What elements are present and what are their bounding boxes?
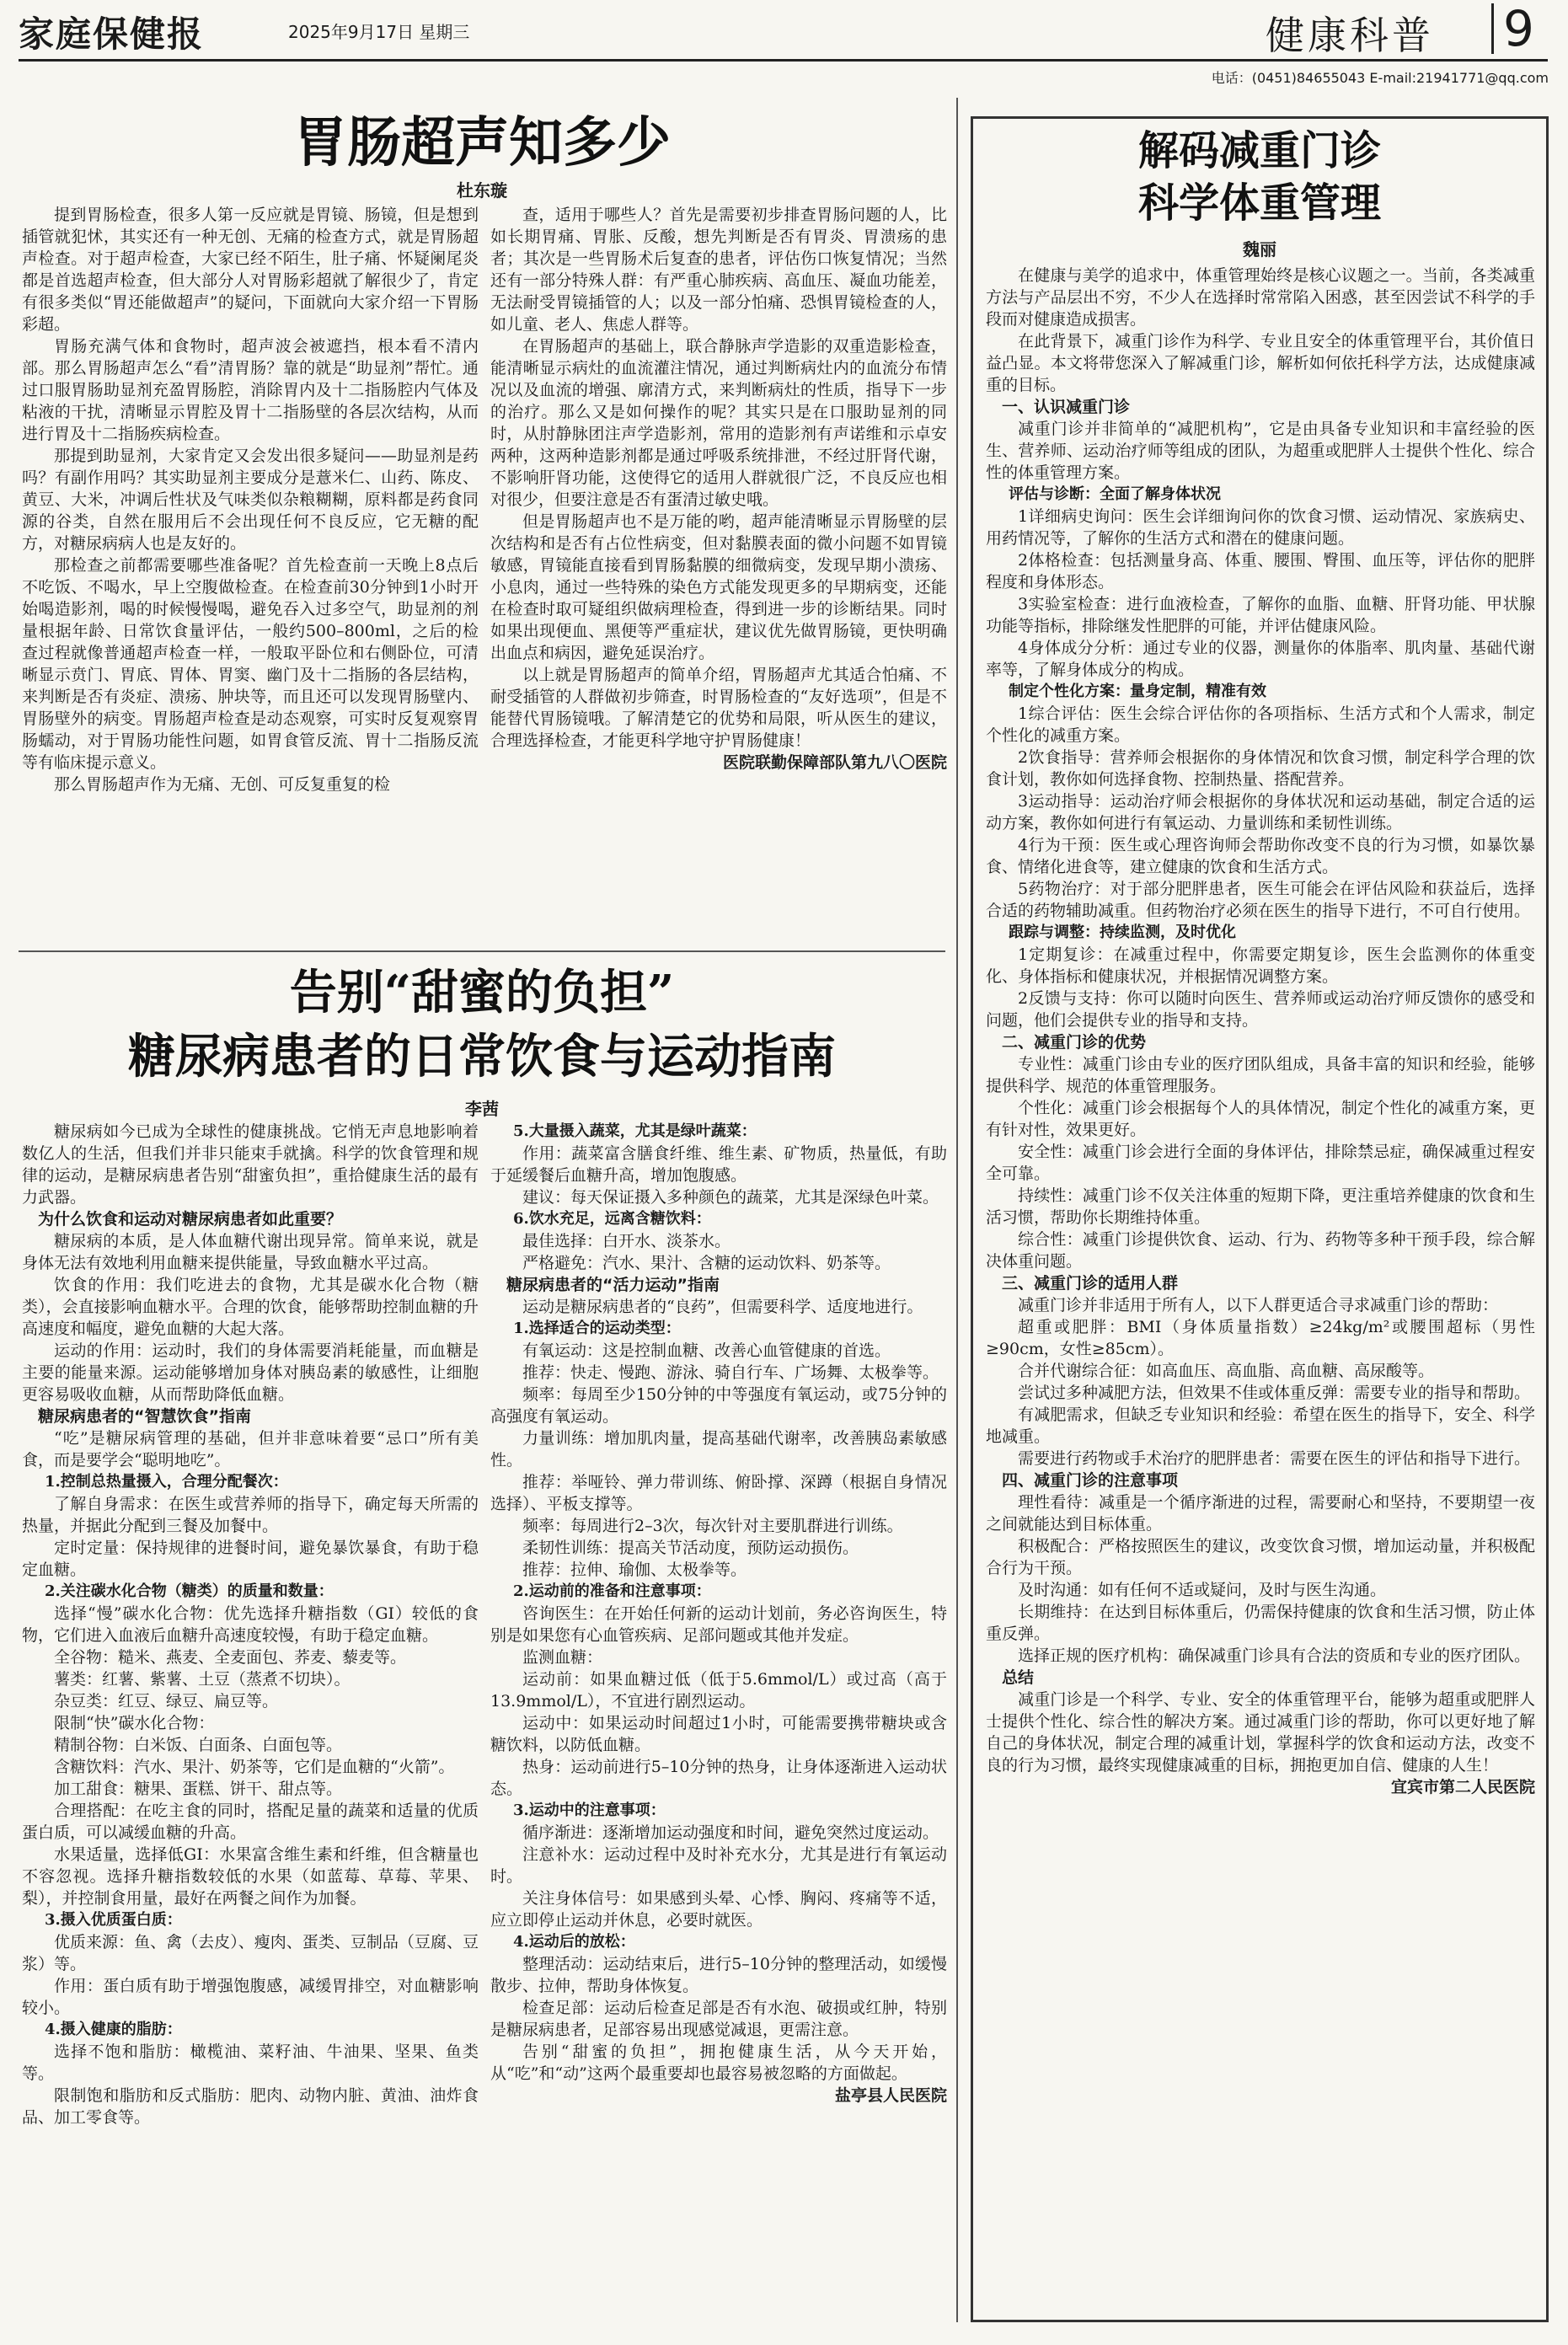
article3-title-line2: 科学体重管理 xyxy=(1137,179,1381,227)
paragraph: 循序渐进：逐渐增加运动强度和时间，避免突然过度运动。 xyxy=(522,1823,939,1842)
paragraph: 查，适用于哪些人？首先是需要初步排查胃肠问题的人，比如长期胃痛、胃胀、反酸，想先判断是否有胃炎、胃溃疡的患者；其次是一些胃肠术后复查的患者，评估伤口恢复情况；当然还有一部分特殊人群：有严重心肺疾病、高血压、凝血功能差，无法耐受胃镜插管的人；以及一部分怕痛、恐惧胃镜检查的人，如儿童、老人、焦虑人群等。 xyxy=(490,206,947,334)
paragraph: “吃”是糖尿病管理的基础，但并非意味着要“忌口”所有美食，而是要学会“聪明地吃”。 xyxy=(22,1429,479,1470)
contact-line: 电话：(0451)84655043 E-mail:21941771@qq.com xyxy=(1211,70,1549,86)
article3-title xyxy=(977,125,1542,229)
paragraph: 及时沟通：如有任何不适或疑问，及时与医生沟通。 xyxy=(1018,1581,1387,1599)
paragraph: 胃肠充满气体和食物时，超声波会被遮挡，根本看不清内部。那么胃肠超声怎么“看”清胃肠？靠的就是“助显剂”帮忙。通过口服胃肠助显剂充盈胃肠腔，消除胃内及十二指肠腔内气体及粘液的干扰，清晰显示胃腔及胃十二指肠壁的各层次结构，从而进行胃及十二指肠疾病检查。 xyxy=(22,337,479,443)
paragraph: 加工甜食：糖果、蛋糕、饼干、甜点等。 xyxy=(54,1780,343,1798)
paragraph: 选择不饱和脂肪：橄榄油、菜籽油、牛油果、坚果、鱼类等。 xyxy=(22,2043,479,2083)
paragraph: 减重门诊并非简单的“减肥机构”，它是由具备专业知识和丰富经验的医生、营养师、运动治疗师等组成的团队，为超重或肥胖人士提供个性化、综合性的体重管理方案。 xyxy=(986,420,1535,482)
issue-date: 2025年9月17日 星期三 xyxy=(288,22,470,42)
paragraph: 频率：每周进行2–3次，每次针对主要肌群进行训练。 xyxy=(522,1517,903,1535)
paragraph: 运动前：如果血糖过低（低于5.6mmol/L）或过高（高于13.9mmol/L），不宜进行剧烈运动。 xyxy=(490,1670,947,1711)
article-divider xyxy=(19,950,945,952)
paragraph: 作用：蔬菜富含膳食纤维、维生素、矿物质，热量低，有助于延缓餐后血糖升高，增加饱腹感。 xyxy=(490,1144,947,1185)
paragraph: 那检查之前都需要哪些准备呢？首先检查前一天晚上8点后不吃饭、不喝水，早上空腹做检查。在检查前30分钟到1小时开始喝造影剂，喝的时候慢慢喝，避免吞入过多空气，助显剂的剂量根据年龄、日常饮食量评估，一般约500–800ml，之后的检查过程就像普通超声检查一样，一般取平卧位和右侧卧位，可清晰显示贲门、胃底、胃体、胃窦、幽门及十二指肠的各层结构，来判断是否有炎症、溃疡、肿块等，而且还可以发现胃肠壁内、胃肠壁外的病变。胃肠超声检查是动态观察，可实时反复观察胃肠蠕动，对于胃肠功能性问题，如胃食管反流、胃十二指肠反流等有临床提示意义。 xyxy=(22,556,479,772)
paragraph: 尝试过多种减肥方法，但效果不佳或体重反弹：需要专业的指导和帮助。 xyxy=(1018,1384,1531,1402)
paragraph: 积极配合：严格按照医生的建议，改变饮食习惯，增加运动量，并积极配合行为干预。 xyxy=(986,1537,1535,1577)
signature: 宜宾市第二人民医院 xyxy=(1390,1778,1535,1796)
subheading: 糖尿病患者的“活力运动”指南 xyxy=(506,1276,720,1294)
paragraph: 在健康与美学的追求中，体重管理始终是核心议题之一。当前，各类减重方法与产品层出不穷，不少人在选择时常常陷入困惑，甚至因尝试不科学的手段而对健康造成损害。 xyxy=(986,266,1535,329)
article3-body xyxy=(986,265,1535,2317)
column-divider xyxy=(956,98,958,2322)
subheading: 跟踪与调整：持续监测，及时优化 xyxy=(1009,924,1236,941)
subheading: 制定个性化方案：量身定制，精准有效 xyxy=(1009,683,1266,700)
paragraph: 告别“甜蜜的负担”，拥抱健康生活，从今天开始，从“吃”和“动”这两个最重要却也最容易被忽略的方面做起。 xyxy=(490,2043,947,2083)
paragraph: 2饮食指导：营养师会根据你的身体情况和饮食习惯，制定科学合理的饮食计划，教你如何选择食物、控制热量、搭配营养。 xyxy=(986,748,1535,789)
subheading: 2.运动前的准备和注意事项： xyxy=(513,1582,711,1600)
paragraph: 含糖饮料：汽水、果汁、奶茶等，它们是血糖的“火箭”。 xyxy=(54,1758,455,1776)
paragraph: 优质来源：鱼、禽（去皮）、瘦肉、蛋类、豆制品（豆腐、豆浆）等。 xyxy=(22,1933,479,1973)
paragraph: 减重门诊是一个科学、专业、安全的体重管理平台，能够为超重或肥胖人士提供个性化、综合性的解决方案。通过减重门诊的帮助，你可以更好地了解自己的身体状况，制定合理的减重计划，掌握科学的饮食和运动方法，改变不良的行为习惯，最终实现健康减重的目标，拥抱更加自信、健康的人生！ xyxy=(986,1690,1535,1775)
subheading: 1.选择适合的运动类型： xyxy=(513,1320,681,1337)
subheading: 三、减重门诊的适用人群 xyxy=(1002,1274,1179,1293)
subheading: 一、认识减重门诊 xyxy=(1002,398,1131,416)
article3-author: 魏丽 xyxy=(1243,239,1276,260)
paragraph: 个性化：减重门诊会根据每个人的具体情况，制定个性化的减重方案，更有针对性，效果更好。 xyxy=(986,1099,1535,1139)
paragraph: 以上就是胃肠超声的简单介绍，胃肠超声尤其适合怕痛、不耐受插管的人群做初步筛查，时胃肠检查的“友好选项”，但是不能替代胃肠镜哦。了解清楚它的优势和局限，听从医生的建议，合理选择检查，才能更科学地守护胃肠健康！ xyxy=(490,666,947,750)
paragraph: 1定期复诊：在减重过程中，你需要定期复诊，医生会监测你的体重变化、身体指标和健康状况，并根据情况调整方案。 xyxy=(986,945,1535,986)
signature: 盐亭县人民医院 xyxy=(834,2086,947,2105)
paragraph: 选择正规的医疗机构：确保减重门诊具有合法的资质和专业的医疗团队。 xyxy=(1018,1646,1531,1665)
paragraph: 限制“快”碳水化合物： xyxy=(54,1714,215,1732)
article2-title xyxy=(19,961,945,1089)
paragraph: 柔韧性训练：提高关节活动度，预防运动损伤。 xyxy=(522,1539,859,1557)
paragraph: 检查足部：运动后检查足部是否有水泡、破损或红肿，特别是糖尿病患者，足部容易出现感觉减退，更需注意。 xyxy=(490,1999,947,2039)
paragraph: 3实验室检查：进行血液检查，了解你的血脂、血糖、肝肾功能、甲状腺功能等指标，排除继发性肥胖的可能，并评估健康风险。 xyxy=(986,595,1535,635)
subheading: 四、减重门诊的注意事项 xyxy=(1002,1471,1179,1490)
paragraph: 作用：蛋白质有助于增强饱腹感，减缓胃排空，对血糖影响较小。 xyxy=(22,1977,479,2017)
article3-title-line1: 解码减重门诊 xyxy=(1137,127,1381,174)
paragraph: 1详细病史询问：医生会详细询问你的饮食习惯、运动情况、家族病史、用药情况等，了解你的生活方式和潜在的健康问题。 xyxy=(986,507,1535,548)
paragraph: 整理活动：运动结束后，进行5–10分钟的整理活动，如缓慢散步、拉伸，帮助身体恢复。 xyxy=(490,1955,947,1995)
paragraph: 注意补水：运动过程中及时补充水分，尤其是进行有氧运动时。 xyxy=(490,1845,947,1886)
subheading: 为什么饮食和运动对糖尿病患者如此重要？ xyxy=(38,1210,343,1229)
paragraph: 1综合评估：医生会综合评估你的各项指标、生活方式和个人需求，制定个性化的减重方案。 xyxy=(986,704,1535,745)
subheading: 二、减重门诊的优势 xyxy=(1002,1033,1147,1052)
paragraph: 持续性：减重门诊不仅关注体重的短期下降，更注重培养健康的饮食和生活习惯，帮助你长期维持体重。 xyxy=(986,1186,1535,1227)
paragraph: 运动的作用：运动时，我们的身体需要消耗能量，而血糖是主要的能量来源。运动能够增加身体对胰岛素的敏感性，让细胞更容易吸收血糖，从而帮助降低血糖。 xyxy=(22,1341,479,1404)
paragraph: 专业性：减重门诊由专业的医疗团队组成，具备丰富的知识和经验，能够提供科学、规范的体重管理服务。 xyxy=(986,1055,1535,1095)
article2-title-line1: 告别“甜蜜的负担” xyxy=(289,965,675,1020)
subheading: 5.大量摄入蔬菜，尤其是绿叶蔬菜： xyxy=(513,1122,757,1140)
paragraph: 4身体成分分析：通过专业的仪器，测量你的体脂率、肌肉量、基础代谢率等，了解身体成分的构成。 xyxy=(986,639,1535,679)
paragraph: 糖尿病如今已成为全球性的健康挑战。它悄无声息地影响着数亿人的生活，但我们并非只能束手就擒。科学的饮食管理和规律的运动，是糖尿病患者告别“甜蜜负担”，重拾健康生活的最有力武器。 xyxy=(22,1122,479,1207)
paragraph: 运动是糖尿病患者的“良药”，但需要科学、适度地进行。 xyxy=(522,1298,923,1316)
paragraph: 合并代谢综合征：如高血压、高血脂、高血糖、高尿酸等。 xyxy=(1018,1362,1435,1380)
paragraph: 长期维持：在达到目标体重后，仍需保持健康的饮食和生活习惯，防止体重反弹。 xyxy=(986,1603,1535,1643)
paragraph: 3运动指导：运动治疗师会根据你的身体状况和运动基础，制定合适的运动方案，教你如何进行有氧运动、力量训练和柔韧性训练。 xyxy=(986,792,1535,833)
paragraph: 2体格检查：包括测量身高、体重、腰围、臀围、血压等，评估你的肥胖程度和身体形态。 xyxy=(986,551,1535,592)
subheading: 3.摄入优质蛋白质： xyxy=(45,1911,182,1929)
paragraph: 那提到助显剂，大家肯定又会发出很多疑问——助显剂是药吗？有副作用吗？其实助显剂主要成分是薏米仁、山药、陈皮、黄豆、大米，冲调后性状及气味类似杂粮糊糊，原料都是药食同源的谷类，自然在服用后不会出现任何不良反应，它无糖的配方，对糖尿病病人也是友好的。 xyxy=(22,447,479,553)
masthead-rule xyxy=(19,59,1548,62)
paragraph: 安全性：减重门诊会进行全面的身体评估，排除禁忌症，确保减重过程安全可靠。 xyxy=(986,1143,1535,1183)
article1-title: 胃肠超声知多少 xyxy=(293,111,671,174)
page-number: 9 xyxy=(1503,0,1534,57)
paragraph: 但是胃肠超声也不是万能的哟，超声能清晰显示胃肠壁的层次结构和是否有占位性病变，但对黏膜表面的微小问题不如胃镜敏感，胃镜能直接看到胃肠黏膜的细微病变，发现早期小溃疡、小息肉，通过一些特殊的染色方式能发现更多的早期病变，还能在检查时取可疑组织做病理检查，得到进一步的诊断结果。同时如果出现便血、黑便等严重症状，建议优先做胃肠镜，更快明确出血点和病因，避免延误治疗。 xyxy=(490,512,947,662)
paragraph: 需要进行药物或手术治疗的肥胖患者：需要在医生的评估和指导下进行。 xyxy=(1018,1449,1531,1468)
paragraph: 那么胃肠超声作为无痛、无创、可反复重复的检 xyxy=(54,775,391,794)
paragraph: 推荐：拉伸、瑜伽、太极拳等。 xyxy=(522,1561,747,1579)
paragraph: 糖尿病的本质，是人体血糖代谢出现异常。简单来说，就是身体无法有效地利用血糖来提供能量，导致血糖水平过高。 xyxy=(22,1232,479,1272)
paragraph: 水果适量，选择低GI：水果富含维生素和纤维，但含糖量也不容忽视。选择升糖指数较低的水果（如蓝莓、草莓、苹果、梨），并控制食用量，最好在两餐之间作为加餐。 xyxy=(22,1845,479,1908)
subheading: 1.控制总热量摄入，合理分配餐次： xyxy=(45,1473,288,1491)
paragraph: 严格避免：汽水、果汁、含糖的运动饮料、奶茶等。 xyxy=(522,1254,891,1272)
article1-author: 杜东璇 xyxy=(457,180,507,201)
subheading: 总结 xyxy=(1002,1668,1035,1687)
paragraph: 推荐：举哑铃、弹力带训练、俯卧撑、深蹲（根据自身情况选择）、平板支撑等。 xyxy=(490,1473,947,1513)
paragraph: 提到胃肠检查，很多人第一反应就是胃镜、肠镜，但是想到插管就犯怵，其实还有一种无创、无痛的检查方式，就是胃肠超声检查。对于超声检查，大家已经不陌生，肚子痛、怀疑阑尾炎都是首选超声检查，但大部分人对胃肠彩超就了解很少了，肯定有很多类似“胃还能做超声”的疑问，下面就向大家介绍一下胃肠彩超。 xyxy=(22,206,479,334)
paragraph: 运动中：如果运动时间超过1小时，可能需要携带糖块或含糖饮料，以防低血糖。 xyxy=(490,1714,947,1754)
paragraph: 在胃肠超声的基础上，联合静脉声学造影的双重造影检查，能清晰显示病灶的血流灌注情况，通过判断病灶内的血流分布情况以及血流的增强、廓清方式，来判断病灶的性质，指导下一步的治疗。那么又是如何操作的呢？其实只是在口服助显剂的同时，从肘静脉团注声学造影剂，常用的造影剂有声诺维和示卓安两种，这两种造影剂都是通过呼吸系统排泄，不经过肝肾代谢，不影响肝肾功能，这使得它的适用人群就很广泛，不良反应也相对很少，但要注意是否有蛋清过敏史哦。 xyxy=(490,337,947,509)
subheading: 4.运动后的放松： xyxy=(513,1933,635,1951)
paragraph: 精制谷物：白米饭、白面条、白面包等。 xyxy=(54,1736,343,1754)
paragraph: 频率：每周至少150分钟的中等强度有氧运动，或75分钟的高强度有氧运动。 xyxy=(490,1385,947,1426)
article2-col1 xyxy=(22,1121,479,2317)
subheading: 2.关注碳水化合物（糖类）的质量和数量： xyxy=(45,1582,334,1600)
paragraph: 有减肥需求，但缺乏专业知识和经验：希望在医生的指导下，安全、科学地减重。 xyxy=(986,1405,1535,1446)
paragraph: 建议：每天保证摄入多种颜色的蔬菜，尤其是深绿色叶菜。 xyxy=(522,1188,939,1207)
article2-col2 xyxy=(490,1121,947,2317)
paragraph: 合理搭配：在吃主食的同时，搭配足量的蔬菜和适量的优质蛋白质，可以减缓血糖的升高。 xyxy=(22,1802,479,1842)
paragraph: 超重或肥胖：BMI（身体质量指数）≥24kg/m²或腰围超标（男性≥90cm，女性≥85cm）。 xyxy=(986,1318,1535,1358)
paragraph: 选择“慢”碳水化合物：优先选择升糖指数（GI）较低的食物，它们进入血液后血糖升高速度较慢，有助于稳定血糖。 xyxy=(22,1604,479,1645)
paragraph: 有氧运动：这是控制血糖、改善心血管健康的首选。 xyxy=(522,1341,891,1360)
paragraph: 2反馈与支持：你可以随时向医生、营养师或运动治疗师反馈你的感受和问题，他们会提供专业的指导和支持。 xyxy=(986,989,1535,1030)
section-divider xyxy=(1491,3,1494,54)
paragraph: 5药物治疗：对于部分肥胖患者，医生可能会在评估风险和获益后，选择合适的药物辅助减重。但药物治疗必须在医生的指导下进行，不可自行使用。 xyxy=(986,880,1535,920)
subheading: 糖尿病患者的“智慧饮食”指南 xyxy=(38,1407,251,1426)
paragraph: 全谷物：糙米、燕麦、全麦面包、荞麦、藜麦等。 xyxy=(54,1648,407,1667)
paragraph: 在此背景下，减重门诊作为科学、专业且安全的体重管理平台，其价值日益凸显。本文将带您深入了解减重门诊，解析如何依托科学方法，达成健康减重的目标。 xyxy=(986,332,1535,394)
paragraph: 最佳选择：白开水、淡茶水。 xyxy=(522,1232,731,1250)
article1-col1 xyxy=(22,204,479,945)
paragraph: 饮食的作用：我们吃进去的食物，尤其是碳水化合物（糖类），会直接影响血糖水平。合理的饮食，能够帮助控制血糖的升高速度和幅度，避免血糖的大起大落。 xyxy=(22,1276,479,1338)
subheading: 评估与诊断：全面了解身体状况 xyxy=(1009,485,1221,503)
signature: 医院联勤保障部队第九八〇医院 xyxy=(722,753,947,772)
subheading: 6.饮水充足，远离含糖饮料： xyxy=(513,1210,711,1228)
paragraph: 限制饱和脂肪和反式脂肪：肥肉、动物内脏、黄油、油炸食品、加工零食等。 xyxy=(22,2086,479,2127)
paragraph: 热身：运动前进行5–10分钟的热身，让身体逐渐进入运动状态。 xyxy=(490,1758,947,1798)
paragraph: 杂豆类：红豆、绿豆、扁豆等。 xyxy=(54,1692,279,1711)
subheading: 3.运动中的注意事项： xyxy=(513,1802,666,1819)
article2-title-line2: 糖尿病患者的日常饮食与运动指南 xyxy=(128,1029,836,1084)
paragraph: 咨询医生：在开始任何新的运动计划前，务必咨询医生，特别是如果您有心血管疾病、足部问题或其他并发症。 xyxy=(490,1604,947,1645)
paragraph: 力量训练：增加肌肉量，提高基础代谢率，改善胰岛素敏感性。 xyxy=(490,1429,947,1470)
paragraph: 推荐：快走、慢跑、游泳、骑自行车、广场舞、太极拳等。 xyxy=(522,1363,939,1382)
subheading: 4.摄入健康的脂肪： xyxy=(45,2021,182,2038)
paragraph: 薯类：红薯、紫薯、土豆（蒸煮不切块）。 xyxy=(54,1670,351,1689)
article1-col2 xyxy=(490,204,947,945)
newspaper-name: 家庭保健报 xyxy=(19,13,205,55)
paragraph: 减重门诊并非适用于所有人，以下人群更适合寻求减重门诊的帮助： xyxy=(1018,1296,1499,1314)
paragraph: 综合性：减重门诊提供饮食、运动、行为、药物等多种干预手段，综合解决体重问题。 xyxy=(986,1230,1535,1271)
article2-author: 李茜 xyxy=(465,1099,499,1119)
paragraph: 了解自身需求：在医生或营养师的指导下，确定每天所需的热量，并据此分配到三餐及加餐中。 xyxy=(22,1495,479,1535)
section-name: 健康科普 xyxy=(1266,13,1434,58)
paragraph: 关注身体信号：如果感到头晕、心悸、胸闷、疼痛等不适，应立即停止运动并休息，必要时就医。 xyxy=(490,1889,947,1930)
paragraph: 定时定量：保持规律的进餐时间，避免暴饮暴食，有助于稳定血糖。 xyxy=(22,1539,479,1579)
masthead xyxy=(19,0,1548,59)
paragraph: 理性看待：减重是一个循序渐进的过程，需要耐心和坚持，不要期望一夜之间就能达到目标体重。 xyxy=(986,1493,1535,1534)
paragraph: 监测血糖： xyxy=(522,1648,603,1667)
paragraph: 4行为干预：医生或心理咨询师会帮助你改变不良的行为习惯，如暴饮暴食、情绪化进食等，建立健康的饮食和生活方式。 xyxy=(986,836,1535,876)
